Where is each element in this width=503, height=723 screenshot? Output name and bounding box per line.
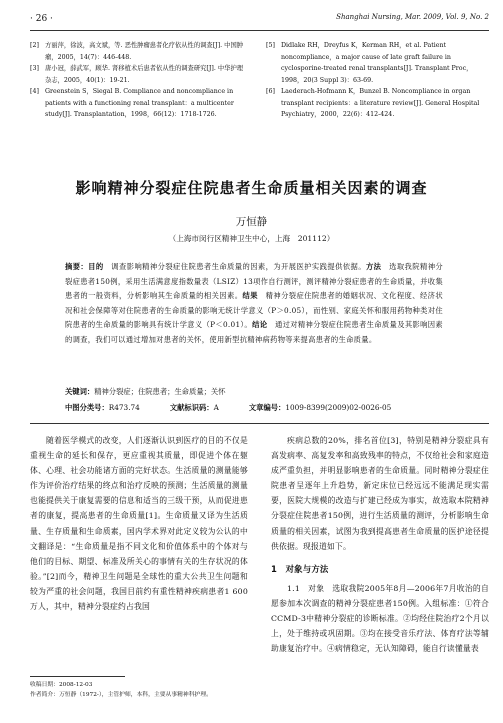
reference-item: [6] Laederach-Hofmann K，Bunzel B. Noncompliance in organ transplant recipients：a literature review[J]. General Hospital Psychiatry，2000，22(6)：412-424. <box>266 88 480 118</box>
author-name: 万恒静 <box>235 216 268 228</box>
references-left <box>30 40 245 121</box>
received-date: 收稿日期：2008-12-03 <box>30 682 93 688</box>
abstract-conclusion-label: 结论 <box>252 320 268 330</box>
footnote <box>30 680 250 700</box>
abstract: 摘要：目的 调查影响精神分裂症住院患者生命质量的因素，为开展医护实践提供依据。方法 选取我院精神分裂症患者150例，采用生活满意度指数量表（LSIZ）13项作自行测评，测评精神分裂症患者的生命质量，并收集患者的一般资料，分析影响其生命质量的相关因素。结果 精神分裂症住院患者的婚姻状况、文化程度、经济状况和社会保障等对住院患者的生命质量的影响无统计学意义（P＞0.05），而性别、家庭关怀和服用药物种类对住院患者的生命质量的影响具有统计学意义（P＜0.01）。结论 通过对精神分裂症住院患者生命质量及其影响因素的调查，我们可以通过增加对患者的关怀，使用新型抗精神病药物等来提高患者的生命质量。 <box>65 262 444 344</box>
abstract-result-label: 结果 <box>242 291 258 301</box>
page-number: · 26 · <box>30 14 53 24</box>
keywords: 关键词：精神分裂症；住院患者；生命质量；关怀 <box>65 387 226 396</box>
reference-item: [4] Greenstein S，Siegal B. Compliance and noncompliance in patients with a functioning renal transplant：a multicenter study[J]. Transplantation，1998，66(12)：1718-1726. <box>30 88 234 118</box>
author-affiliation: （上海市闵行区精神卫生中心，上海 201112） <box>168 234 335 243</box>
abstract-rule <box>30 423 489 424</box>
author-info: 作者简介：万恒静（1972-），主管护师，本科，主要从事精神科护理。 <box>30 692 212 698</box>
body-left-column <box>30 433 248 614</box>
classification-line: 中图分类号：R473.74 文献标识码：A 文章编号：1009-8399(2009)02-0026-05 <box>65 403 392 412</box>
reference-item: [5] Didlake RH，Dreyfus K，Kerman RH，et al. Patient noncompliance，a major cause of late graft failure in cyclosporine-treated renal transplants[J]. Transplant Proc，1998，20(3 Suppl 3)：63-69. <box>266 42 473 84</box>
reference-item: [2] 方丽萍，徐波，高文斌，等. 恶性肿瘤患者化疗依从性的调查[J]. 中国肿瘤，2005，14(7)：446-448. <box>30 42 244 61</box>
journal-header: Shanghai Nursing, Mar. 2009, Vol. 9, No. 2 <box>336 13 489 21</box>
body-paragraph: 随着医学模式的改变，人们逐渐认识到医疗的目的不仅是重视生命的延长和保存，更应重视其质量，即促进个体在躯体、心理、社会功能诸方面的完好状态。生活质量的测量能够作为评价治疗结果的终点和治疗反映的预测；生活质量的测量也能提供关于康复需要的信息和适当的三级干预，从而促进患者的康复，提高患者的生命质量[1]。生命质量又译为生活质量、生存质量和生命质素，国内学术界对此定义较为公认的中文翻译是：“生命质量是指不同文化和价值体系中的个体对与他们的目标、期望、标准及所关心的事情有关的生存状况的体验。”[2]而今，精神卫生问题是全球性的重大公共卫生问题和较为严重的社会问题，我国目前约有重性精神疾病患者1 600万人，其中，精神分裂症约占我国 <box>30 436 248 612</box>
footnote-rule <box>30 676 125 677</box>
body-paragraph: 疾病总数的20%，排名首位[3]，特别是精神分裂症具有高发病率、高复发率和高致残率的特点，不仅给社会和家庭造成严重负担，并明显影响患者的生命质量。同时精神分裂症住院患者呈逐年上升趋势，新定床位已经远远不能满足现实需要，医院大规模的改造与扩建已经成为事实，故选取本院精神分裂症住院患者150例，进行生活质量的测评，分析影响生命质量的相关因素，试图为我到提高患者生命质量的医护途径提供依据。现报道如下。 <box>271 436 489 551</box>
references-right <box>266 40 488 121</box>
abstract-objective-label: 摘要：目的 <box>65 262 104 271</box>
reference-item: [3] 唐小冠，薛武军，顾华. 肾移植术后患者依从性的调查研究[J]. 中华护理杂志，2005，40(1)：19-21. <box>30 65 244 84</box>
abstract-method-label: 方法 <box>365 262 382 271</box>
body-paragraph: 1.1 对象 选取我院2005年8月—2006年7月收治的自愿参加本次调查的精神分裂症患者150例。入组标准：①符合CCMD-3中精神分裂症的诊断标准。②均经住院治疗2个月以上，处于维持或巩固期。③均在接受音乐疗法、体育疗法等辅助康复治疗中。④病情稳定，无认知障碍，能自行读懂量表 <box>271 583 489 654</box>
header-rule <box>30 30 489 31</box>
article-title: 影响精神分裂症住院患者生命质量相关因素的调查 <box>75 179 428 197</box>
body-right-column <box>271 433 489 656</box>
section-heading: 1 对象与方法 <box>271 563 329 574</box>
